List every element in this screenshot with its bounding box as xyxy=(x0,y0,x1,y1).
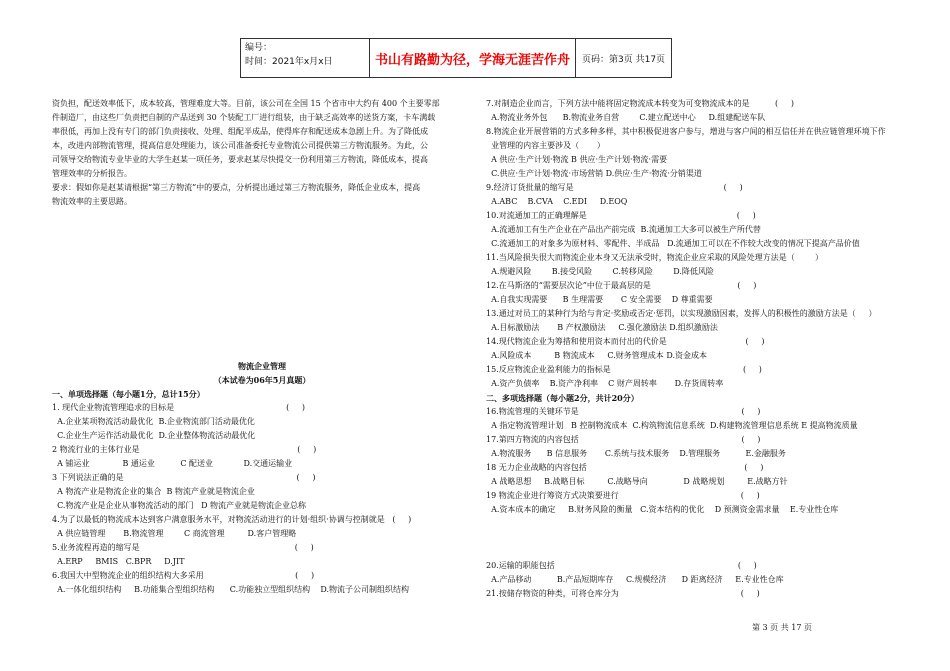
question-line: A.自我实现需要 B 生理需要 C 安全需要 D 尊重需要 xyxy=(486,295,713,304)
question-line: A.资本成本的确定 B.财务风险的衡量 C.资本结构的优化 D 预测资金需求量 E.专业性仓库 xyxy=(486,505,839,514)
question-line: A 指定物流管理计划 B 控制物流成本 C.构筑物流信息系统 D.构建物流管理信息系统 E 提高物流质量 xyxy=(486,421,858,430)
case-text-line: 本，改进内部物流管理，提高信息处理能力，该公司准备委托专业物流公司提供第三方物流服务。为此，公 xyxy=(52,141,428,150)
question-line: 21.按储存物资的种类，可将仓库分为 ( ) xyxy=(486,589,760,598)
question-line: 14.现代物流企业为筹措和使用资本而付出的代价是 ( ) xyxy=(486,337,765,346)
question-line: A 供应·生产计划·物流 B 供应·生产计划·物流·需要 xyxy=(486,155,668,164)
header-meta xyxy=(241,39,370,77)
question-line: C.供应·生产计划·物流·市场营销 D.供应·生产·物流·分销渠道 xyxy=(486,169,702,178)
right-questions-2 xyxy=(486,405,896,517)
header-box xyxy=(240,38,672,78)
left-questions xyxy=(52,401,472,597)
question-line: A.企业某项物流活动最优化 B.企业物流部门活动最优化 xyxy=(52,417,255,426)
case-paragraph xyxy=(52,97,472,209)
question-line: A 物流产业是物流企业的集合 B 物流产业就是物流企业 xyxy=(52,487,255,496)
question-line: 5.业务流程再造的缩写是 ( ) xyxy=(52,543,314,552)
question-line: 业管理的内容主要涉及（ ） xyxy=(486,141,605,150)
question-line: 17.第四方物流的内容包括 ( ) xyxy=(486,435,761,444)
header-motto: 书山有路勤为径，学海无涯苦作舟 xyxy=(370,39,576,77)
left-column xyxy=(52,97,472,597)
question-line: 10.对流通加工的正确理解是 ( ) xyxy=(486,211,756,220)
case-text-line: 司领导交给物流专业毕业的大学生赵某一项任务，要求赵某尽快提交一份利用第三方物流，降低成本，提高 xyxy=(52,155,428,164)
page-footer: 第 3 页 共 17 页 xyxy=(752,623,812,632)
question-line: 13.通过对员工的某种行为给与肯定·奖励或否定·惩罚，以实现激励因素，发挥人的积极性的激励方法是（ ） xyxy=(486,309,877,318)
question-line: 8.物流企业开展营销的方式多种多样，其中积极促进客户参与，增进与客户间的相互信任并在供应链管理环境下作 xyxy=(486,127,886,136)
right-column xyxy=(486,97,896,601)
question-line: A.一体化组织结构 B.功能集合型组织结构 C.功能独立型组织结构 D.物流子公司制组织结构 xyxy=(52,585,410,594)
question-line: A.目标激励法 B 产权激励法 C.强化激励法 D.组织激励法 xyxy=(486,323,718,332)
question-line: A.规避风险 B.接受风险 C.转移风险 D.降低风险 xyxy=(486,267,714,276)
number-label: 编号： xyxy=(245,43,273,53)
case-text-line: 物流效率的主要思路。 xyxy=(52,197,132,206)
question-line: C.物流产业是企业从事物流活动的部门 D 物流产业就是物流企业总称 xyxy=(52,501,307,510)
question-line: A 铺运业 B 通运业 C 配送业 D.交通运输业 xyxy=(52,459,293,468)
question-line: A.ABC B.CVA C.EDI D.EOQ xyxy=(486,197,628,206)
question-line: 7.对制造企业而言，下列方法中能将固定物流成本转变为可变物流成本的是 ( ) xyxy=(486,99,795,108)
question-line: A.物流业务外包 B.物流业务自营 C.建立配送中心 D.组建配送车队 xyxy=(486,113,766,122)
case-text-line: 资负担，配送效率低下，成本较高，管理难度大等。目前，该公司在全国 15 个省市中大约有 400 个主要零部 xyxy=(52,99,440,108)
question-line: A.产品移动 B.产品短期库存 C.规模经济 D 距离经济 E.专业性仓库 xyxy=(486,575,784,584)
question-line: 19 物流企业进行筹资方式决策要进行 ( ) xyxy=(486,491,760,500)
question-line: 3 下列说法正确的是 ( ) xyxy=(52,473,316,482)
question-line: A 供应链管理 B.物流管理 C 商流管理 D.客户管理略 xyxy=(52,529,297,538)
exam-title: 物流企业管理 xyxy=(238,361,286,371)
question-line: C.流通加工的对象多为原材料、零配件、半成品 D.流通加工可以在不作较大改变的情况下提高产品价值 xyxy=(486,239,860,248)
question-line: A.资产负债率 B.资产净利率 C 财产周转率 D.存货周转率 xyxy=(486,379,724,388)
right-questions-1 xyxy=(486,97,896,391)
question-line: A 战略思想 B.战略目标 C.战略导向 D 战略规划 E.战略方针 xyxy=(486,477,788,486)
question-line: 16.物流管理的关键环节是 ( ) xyxy=(486,407,761,416)
question-line: 6.我国大中型物流企业的组织结构大多采用 ( ) xyxy=(52,571,315,580)
question-line: A.风险成本 B 物流成本 C.财务管理成本 D.资金成本 xyxy=(486,351,708,360)
case-text-line: 件制造厂，由这些厂负责把自制的产品送到 30 个装配工厂进行组装，由于缺乏高效率的送货方案，卡车满载 xyxy=(52,113,436,122)
question-line: C.企业生产运作活动最优化 D.企业整体物流活动最优化 xyxy=(52,431,256,440)
question-line: 11.当风险损失很大而物流企业本身又无法承受时，物流企业应采取的风险处理方法是（ ） xyxy=(486,253,824,262)
case-text-line: 要求：假如你是赵某请根据“第三方物流”中的要点，分析提出通过第三方物流服务，降低企业成本，提高 xyxy=(52,183,421,192)
question-line: A.物流服务 B 信息服务 C.系统与技术服务 D.管理服务 E.金融服务 xyxy=(486,449,786,458)
section-multi-choice: 二、多项选择题（每小题2分，共计20分） xyxy=(486,393,639,403)
question-line: 20.运输的职能包括 ( ) xyxy=(486,561,757,570)
question-line: 15.反应物流企业盈利能力的指标是 ( ) xyxy=(486,365,762,374)
time-label: 时间：2021年x月x日 xyxy=(245,57,333,67)
question-line: A.ERP BMIS C.BPR D.JIT xyxy=(52,557,185,566)
case-text-line: 率很低，再加上没有专门的部门负责接收、处理、组配半成品，使得库存和配送成本急剧上升。为了降低成 xyxy=(52,127,428,136)
question-line: A.流通加工有生产企业在产品出产前完成 B.流通加工大多可以被生产所代替 xyxy=(486,225,761,234)
case-text-line: 管理效率的分析报告。 xyxy=(52,169,132,178)
header-page-info: 页码：第3页 共17页 xyxy=(582,54,666,65)
question-line: 1. 现代企业物流管理追求的目标是 ( ) xyxy=(52,403,306,412)
question-line: 9.经济订货批量的缩写是 ( ) xyxy=(486,183,743,192)
exam-subtitle: （本试卷为06年5月真题） xyxy=(213,375,311,385)
right-questions-3 xyxy=(486,559,896,601)
question-line: 12.在马斯洛的“需要层次论”中位于最高层的是 ( ) xyxy=(486,281,757,290)
section-single-choice: 一、单项选择题（每小题1分，总计15分） xyxy=(52,389,205,399)
question-line: 4.为了以最低的物流成本达到客户满意服务水平，对物流活动进行的计划·组织·协调与控制就是 ( ) xyxy=(52,515,412,524)
question-line: 2 物流行业的主体行业是 ( ) xyxy=(52,445,317,454)
question-line: 18 无力企业战略的内容包括 ( ) xyxy=(486,463,764,472)
